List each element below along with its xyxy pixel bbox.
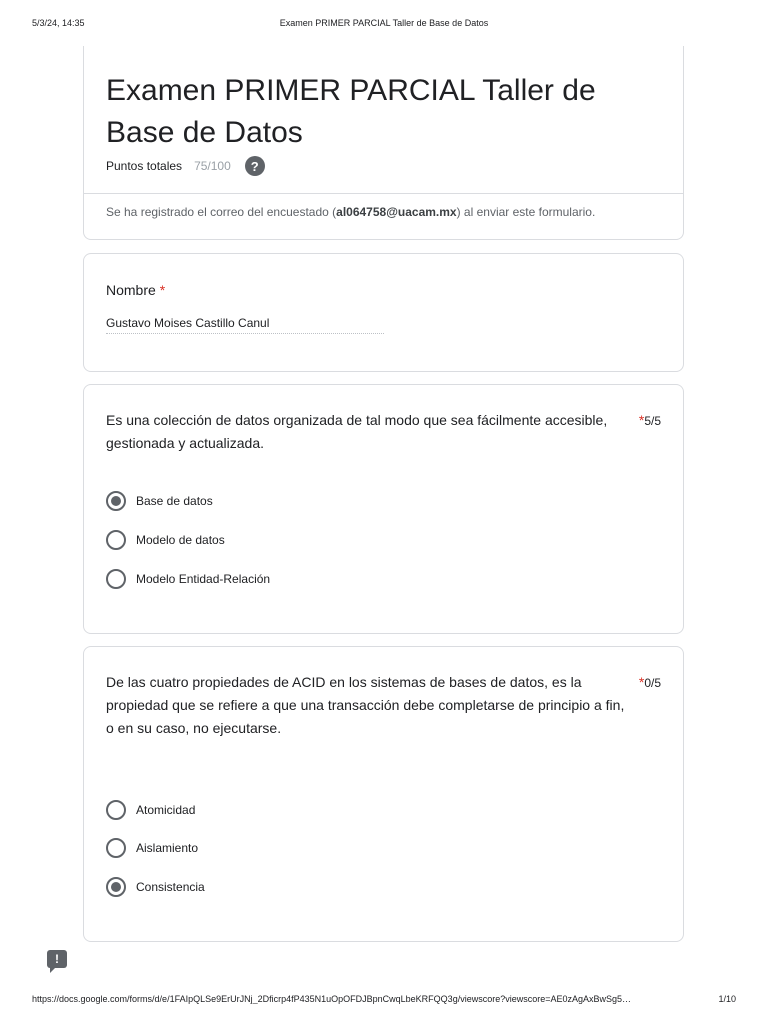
question-text: Es una colección de datos organizada de tal modo que sea fácilmente accesible, gestionada y actualizada. (106, 412, 608, 451)
print-date: 5/3/24, 14:35 (32, 18, 85, 28)
print-header (0, 18, 768, 32)
question-score: *5/5 (638, 412, 661, 428)
question-text: De las cuatro propiedades de ACID en los sistemas de bases de datos, es la propiedad que se refiere a que una transacción debe completarse de principio a fin, o en su caso, no ejecutarse. (106, 674, 625, 736)
header-divider (84, 193, 683, 194)
name-answer-field: Gustavo Moises Castillo Canul (106, 316, 384, 334)
option-label: Consistencia (136, 880, 205, 894)
form-header-card (83, 46, 684, 240)
answer-option[interactable] (106, 567, 270, 591)
email-recorded-note: Se ha registrado el correo del encuestado (al064758@uacam.mx) al enviar este formulario. (106, 205, 596, 219)
answer-option[interactable] (106, 528, 225, 552)
question-card-1 (83, 384, 684, 634)
radio-button-checked[interactable] (106, 877, 126, 897)
print-url: https://docs.google.com/forms/d/e/1FAIpQLSe9ErUrJNj_2Dficrp4fP435N1uOpOFDJBpnCwqLbeKRFQQ3g/viewscore?viewscore=AE0zAgAxBwSg5… (32, 994, 632, 1004)
answer-option[interactable] (106, 836, 198, 860)
form-title: Examen PRIMER PARCIAL Taller de Base de Datos (106, 74, 596, 149)
total-points-row (106, 154, 265, 178)
option-label: Base de datos (136, 494, 213, 508)
answer-option[interactable] (106, 875, 205, 899)
respondent-email: al064758@uacam.mx (336, 205, 457, 219)
option-label: Modelo de datos (136, 533, 225, 547)
question-card-2 (83, 646, 684, 942)
radio-button[interactable] (106, 800, 126, 820)
total-points-label: Puntos totales (106, 159, 183, 173)
name-question-card (83, 253, 684, 372)
total-points-value: 75/100 (194, 159, 231, 173)
print-page-number: 1/10 (718, 994, 736, 1004)
feedback-icon[interactable]: ! (47, 950, 67, 968)
print-footer (0, 994, 768, 1008)
answer-option[interactable] (106, 798, 195, 822)
required-asterisk: * (638, 412, 645, 428)
required-asterisk: * (638, 674, 645, 690)
option-label: Modelo Entidad-Relación (136, 572, 271, 586)
radio-button-checked[interactable] (106, 491, 126, 511)
option-label: Aislamiento (136, 841, 199, 855)
help-icon[interactable]: ? (245, 156, 265, 176)
radio-button[interactable] (106, 569, 126, 589)
print-doc-title: Examen PRIMER PARCIAL Taller de Base de Datos (279, 18, 489, 28)
answer-option[interactable] (106, 489, 213, 513)
radio-button[interactable] (106, 530, 126, 550)
radio-button[interactable] (106, 838, 126, 858)
name-question-label: Nombre * (106, 282, 166, 298)
required-asterisk: * (159, 282, 166, 298)
option-label: Atomicidad (136, 803, 196, 817)
question-score: *0/5 (638, 674, 661, 690)
